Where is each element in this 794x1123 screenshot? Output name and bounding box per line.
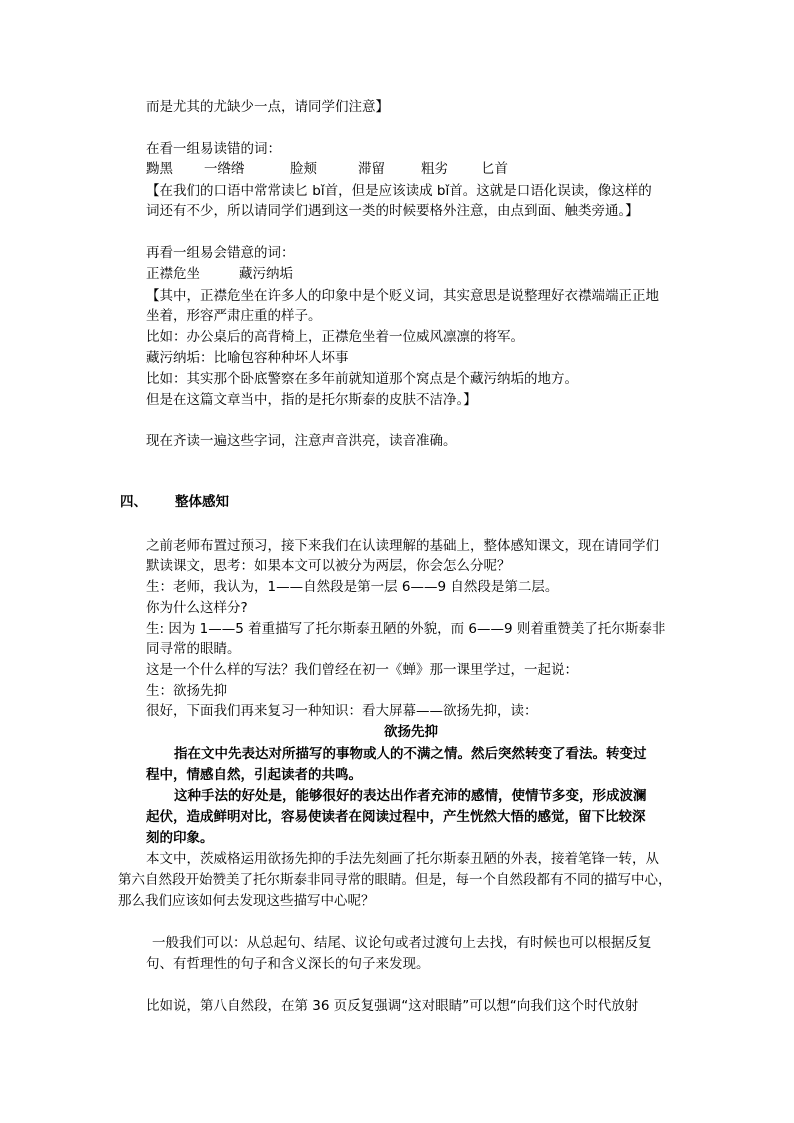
text-line: 默读课文，思考：如果本文可以被分为两层，你会怎么分呢？ <box>146 558 511 574</box>
section-title: 整体感知 <box>175 494 229 510</box>
word: 藏污纳垢 <box>239 266 293 282</box>
group1-word-row <box>146 159 508 179</box>
definition-title: 欲扬先抑 <box>384 724 438 740</box>
text-line: 而是尤其的尤缺少一点，请同学们注意】 <box>146 99 389 115</box>
text-line: 本文中，茨威格运用欲扬先抑的手法先刻画了托尔斯泰丑陋的外表，接着笔锋一转，从 <box>146 851 659 867</box>
text-line: 你为什么这样分? <box>146 600 248 616</box>
text-line: 现在齐读一遍这些字词，注意声音洪亮，读音准确。 <box>146 433 457 449</box>
text-line: 之前老师布置过预习，接下来我们在认读理解的基础上，整体感知课文，现在请同学们 <box>146 538 659 554</box>
group1-note-line: 【在我们的口语中常常读匕 bǐ首，但是应该读成 bǐ首。这就是口语化误读，像这样的 <box>146 183 652 199</box>
text-line: 生：欲扬先抑 <box>146 683 227 699</box>
word: 粗劣 <box>421 161 448 177</box>
definition-line: 这种手法的好处是，能够很好的表达出作者充沛的感情，使情节多变，形成波澜 <box>174 788 647 804</box>
text-line: 一般我们可以：从总起句、结尾、议论句或者过渡句上去找，有时候也可以根据反复 <box>152 935 652 951</box>
text-line: 但是在这篇文章当中，指的是托尔斯泰的皮肤不洁净。】 <box>146 392 477 408</box>
group2-heading: 再看一组易会错意的词： <box>146 245 295 261</box>
text-line: 【其中，正襟危坐在许多人的印象中是个贬义词，其实意思是说整理好衣襟端端正正地 <box>146 288 659 304</box>
definition-line: 指在文中先表达对所描写的事物或人的不满之情。然后突然转变了看法。转变过 <box>174 746 647 762</box>
text-line: 生：老师，我认为，1——自然段是第一层 6——9 自然段是第二层。 <box>146 579 559 595</box>
text-line: 句、有哲理性的句子和含义深长的句子来发现。 <box>146 956 430 972</box>
text-line: 同寻常的眼睛。 <box>146 641 241 657</box>
group1-note-line: 词还有不少，所以请同学们遇到这一类的时候要格外注意，由点到面、触类旁通。】 <box>146 203 639 219</box>
definition-line: 刻的印象。 <box>146 830 214 846</box>
group2-word-row <box>146 264 293 284</box>
section-number: 四、 <box>120 494 147 510</box>
definition-line: 程中，情感自然，引起读者的共鸣。 <box>146 767 362 783</box>
text-line: 坐着，形容严肃庄重的样子。 <box>146 308 322 324</box>
word: 脸颊 <box>290 161 317 177</box>
word: 一绺绺 <box>204 161 245 177</box>
word: 黝黑 <box>146 161 173 177</box>
group1-heading: 在看一组易读错的词： <box>146 141 281 157</box>
text-line: 比如说，第八自然段，在第 36 页反复强调“这对眼睛”可以想“向我们这个时代放射 <box>146 998 639 1014</box>
definition-line: 起伏，造成鲜明对比，容易使读者在阅读过程中，产生恍然大悟的感觉，留下比较深 <box>146 809 646 825</box>
word: 滞留 <box>358 161 385 177</box>
text-line: 藏污纳垢：比喻包容种种坏人坏事 <box>146 350 349 366</box>
text-line: 那么我们应该如何去发现这些描写中心呢？ <box>118 893 375 909</box>
text-line: 生: 因为 1——5 着重描写了托尔斯泰丑陋的外貌，而 6——9 则着重赞美了托尔斯泰非 <box>146 621 666 637</box>
text-line: 第六自然段开始赞美了托尔斯泰非同寻常的眼睛。但是，每一个自然段都有不同的描写中心， <box>118 872 672 888</box>
text-line: 很好，下面我们再来复习一种知识：看大屏幕——欲扬先抑，读： <box>146 703 538 719</box>
word: 匕首 <box>481 161 508 177</box>
word: 正襟危坐 <box>146 266 200 282</box>
text-line: 这是一个什么样的写法？我们曾经在初一《蝉》那一课里学过，一起说： <box>146 662 578 678</box>
text-line: 比如：办公桌后的高背椅上，正襟危坐着一位威风凛凛的将军。 <box>146 329 524 345</box>
text-line: 比如：其实那个卧底警察在多年前就知道那个窝点是个藏污纳垢的地方。 <box>146 371 578 387</box>
